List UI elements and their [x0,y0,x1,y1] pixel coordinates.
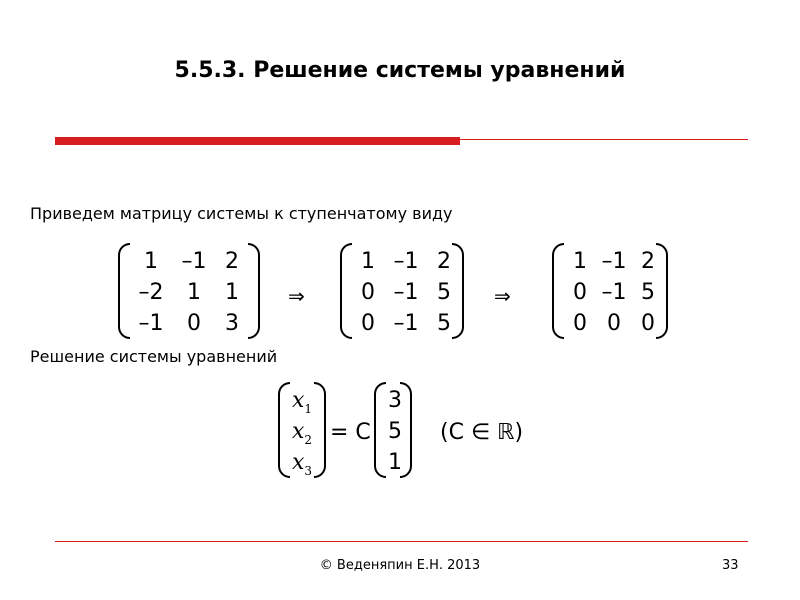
vector-cell: 5 [388,419,402,444]
right-bracket [656,243,668,339]
matrix-cell: –1 [138,311,164,336]
vector-cell: 1 [388,450,402,475]
matrix-step-1 [340,243,464,339]
unknowns-vector [278,382,326,478]
matrix-cell: 0 [361,280,375,305]
matrix-cell: 0 [573,280,587,305]
matrix-cell: –1 [601,280,627,305]
matrix-cell: –1 [393,280,419,305]
implies-arrow: ⇒ [288,284,305,308]
matrix-cell: 2 [641,249,655,274]
unknown-x3: $x_3$ [292,450,313,478]
right-bracket [248,243,260,339]
matrix-cell: 5 [437,280,451,305]
matrix-cell: –1 [601,249,627,274]
left-bracket [374,382,386,478]
solution-vector [374,382,412,478]
equals-constant: = C [330,420,371,445]
page-number: 33 [722,558,739,573]
matrix-cell: –1 [393,249,419,274]
matrix-cell: 1 [144,249,158,274]
right-bracket [452,243,464,339]
matrix-cell: 1 [225,280,239,305]
instruction-text: Приведем матрицу системы к ступенчатому виду [30,204,453,223]
left-bracket [340,243,352,339]
right-bracket [400,382,412,478]
matrix-cell: 2 [437,249,451,274]
unknown-x1: $x_1$ [292,388,313,416]
constant-domain: (C ∈ ℝ) [440,420,524,445]
implies-arrow: ⇒ [494,284,511,308]
matrix-cell: 3 [225,311,239,336]
matrix-cell: 2 [225,249,239,274]
title-underline-thin [460,139,748,140]
footer-divider [55,541,748,542]
matrix-cell: 1 [573,249,587,274]
solution-heading: Решение системы уравнений [30,347,278,366]
left-bracket [118,243,130,339]
footer-copyright: © Веденяпин Е.Н. 2013 [319,558,481,573]
matrix-cell: –1 [393,311,419,336]
slide-title: 5.5.3. Решение системы уравнений [174,58,626,83]
matrix-step-2 [552,243,668,339]
matrix-cell: 5 [641,280,655,305]
matrix-cell: –1 [181,249,207,274]
matrix-cell: 0 [573,311,587,336]
title-underline-thick [55,137,460,145]
unknown-x2: $x_2$ [292,419,313,447]
matrix-cell: 0 [187,311,201,336]
left-bracket [552,243,564,339]
left-bracket [278,382,290,478]
matrix-cell: –2 [138,280,164,305]
matrix-cell: 0 [361,311,375,336]
matrix-cell: 0 [607,311,621,336]
matrix-cell: 0 [641,311,655,336]
matrix-original [118,243,260,339]
matrix-cell: 5 [437,311,451,336]
vector-cell: 3 [388,388,402,413]
matrix-cell: 1 [361,249,375,274]
matrix-cell: 1 [187,280,201,305]
right-bracket [314,382,326,478]
